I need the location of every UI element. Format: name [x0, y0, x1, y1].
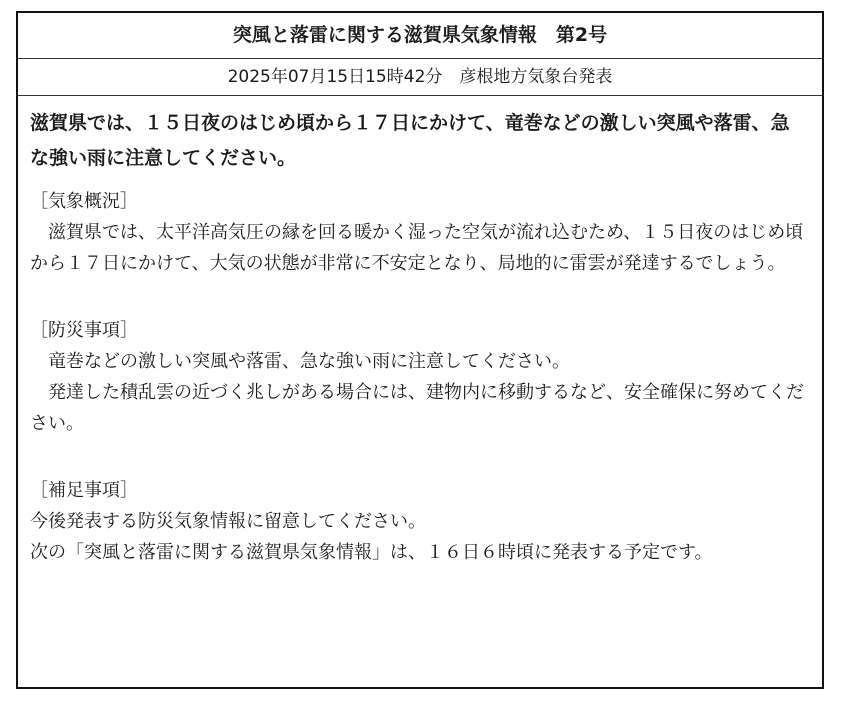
section-disaster-prevention [30, 315, 808, 439]
section-heading: ［防災事項］ [30, 320, 138, 341]
section-paragraph: 竜巻などの激しい突風や落雷、急な強い雨に注意してください。 [48, 351, 570, 372]
section-heading: ［補足事項］ [30, 480, 138, 501]
document-title: 突風と落雷に関する滋賀県気象情報 第2号 [18, 13, 822, 59]
section-paragraph: 次の「突風と落雷に関する滋賀県気象情報」は、１６日６時頃に発表する予定です。 [30, 542, 713, 563]
section-paragraph: 滋賀県では、太平洋高気圧の縁を回る暖かく湿った空気が流れ込むため、１５日夜のはじめ頃から１７日にかけて、大気の状態が非常に不安定となり、局地的に雷雲が発達するでしょう。 [30, 222, 804, 274]
document-body [18, 96, 822, 568]
section-weather-overview [30, 186, 808, 279]
issued-datetime-office: 2025年07月15日15時42分 彦根地方気象台発表 [18, 59, 822, 96]
weather-info-document [16, 11, 824, 689]
section-paragraph: 発達した積乱雲の近づく兆しがある場合には、建物内に移動するなど、安全確保に努めてください。 [30, 382, 804, 434]
section-paragraph: 今後発表する防災気象情報に留意してください。 [30, 511, 426, 532]
headline-warning: 滋賀県では、１５日夜のはじめ頃から１７日にかけて、竜巻などの激しい突風や落雷、急な強い雨に注意してください。 [30, 112, 790, 169]
section-heading: ［気象概況］ [30, 191, 138, 212]
section-supplementary [30, 475, 808, 568]
